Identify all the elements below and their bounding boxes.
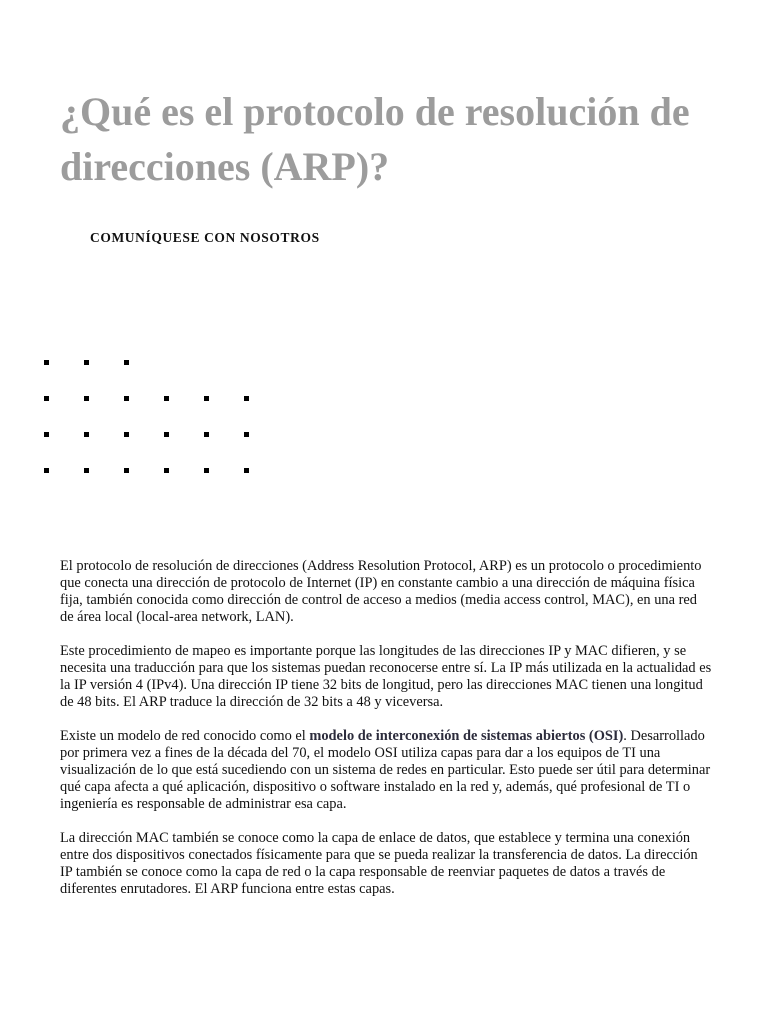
dot-decoration <box>164 432 169 437</box>
dot-decoration <box>124 360 129 365</box>
dot-decoration <box>84 432 89 437</box>
dot-decoration <box>44 432 49 437</box>
dot-decoration <box>204 468 209 473</box>
osi-model-link[interactable]: modelo de interconexión de sistemas abiertos (OSI) <box>309 728 624 744</box>
paragraph-osi-model <box>60 728 712 813</box>
paragraph-osi-text-after: . Desarrollado por primera vez a fines de la década del 70, el modelo OSI utiliza capas para dar a los equipos de TI una visualización de lo que está sucediendo con un sistema de redes en particular. Esto puede ser útil para determinar qué capa afecta a qué aplicación, dispositivo o software instalado en la red y, además, qué profesional de TI o ingeniería es responsable de administrar esa capa. <box>60 728 711 812</box>
dot-decoration <box>124 468 129 473</box>
paragraph-mac-ip-layers: La dirección MAC también se conoce como la capa de enlace de datos, que establece y termina una conexión entre dos dispositivos conectados físicamente para que se pueda realizar la transferencia de datos. La dirección IP también se conoce como la capa de red o la capa responsable de reenviar paquetes de datos a través de diferentes enrutadores. El ARP funciona entre estas capas. <box>60 830 698 897</box>
dot-decoration <box>124 396 129 401</box>
article-body <box>60 558 712 915</box>
paragraph-osi-text-before: Existe un modelo de red conocido como el <box>60 728 310 744</box>
dot-decoration <box>44 360 49 365</box>
dot-decoration <box>44 468 49 473</box>
dot-decoration <box>204 396 209 401</box>
dot-decoration <box>164 396 169 401</box>
dot-decoration <box>244 432 249 437</box>
dot-decoration <box>244 396 249 401</box>
dot-decoration <box>84 396 89 401</box>
dot-decoration <box>204 432 209 437</box>
dot-decoration <box>84 360 89 365</box>
dot-decoration <box>84 468 89 473</box>
dot-grid-decoration <box>44 360 284 490</box>
dot-decoration <box>164 468 169 473</box>
contact-us-link[interactable]: COMUNÍQUESE CON NOSOTROS <box>90 230 320 245</box>
paragraph-mapping: Este procedimiento de mapeo es importante porque las longitudes de las direcciones IP y MAC difieren, y se necesita una traducción para que los sistemas puedan reconocerse entre sí. La IP más utilizada en la actualidad es la IP versión 4 (IPv4). Una dirección IP tiene 32 bits de longitud, pero las direcciones MAC tienen una longitud de 48 bits. El ARP traduce la dirección de 32 bits a 48 y viceversa. <box>60 643 712 710</box>
dot-decoration <box>124 432 129 437</box>
page-title: ¿Qué es el protocolo de resolución de direcciones (ARP)? <box>60 89 690 189</box>
dot-decoration <box>44 396 49 401</box>
paragraph-arp-definition: El protocolo de resolución de direcciones (Address Resolution Protocol, ARP) es un protocolo o procedimiento que conecta una dirección de protocolo de Internet (IP) en constante cambio a una dirección de máquina física fija, también conocida como dirección de control de acceso a medios (media access control, MAC), en una red de área local (local-area network, LAN). <box>60 558 702 625</box>
dot-decoration <box>244 468 249 473</box>
